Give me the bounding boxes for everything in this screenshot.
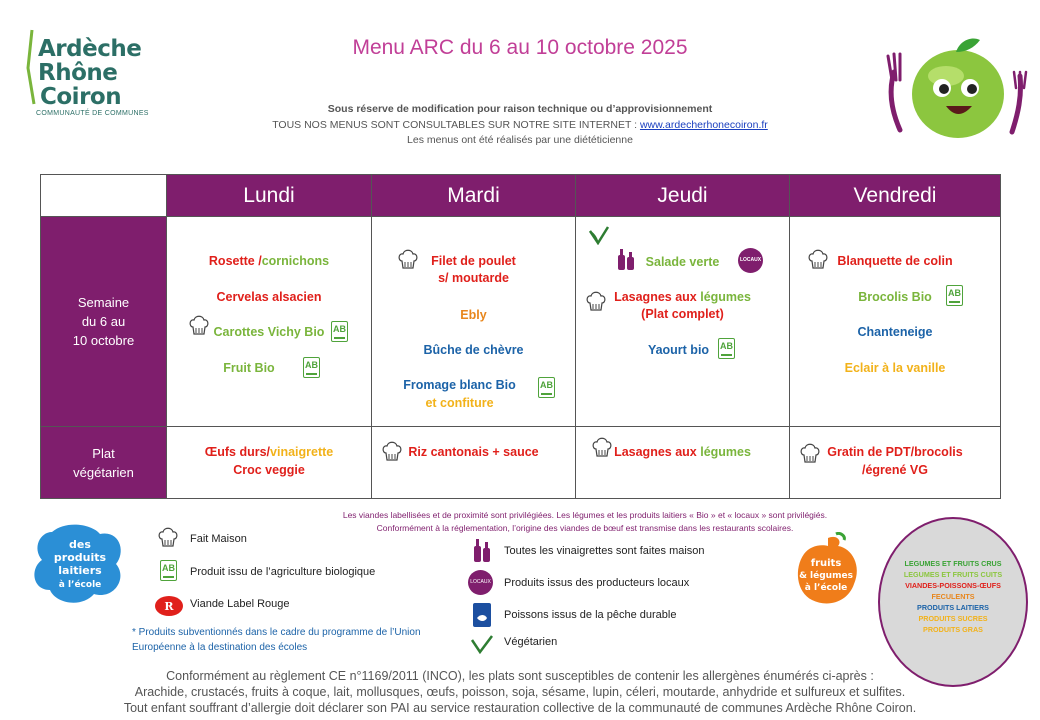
menu-item: Lasagnes aux légumes [614,445,751,459]
corner-cell [41,175,167,217]
legend-fait-maison: Fait Maison [190,533,247,545]
vegetarian-check-icon [470,634,494,654]
food-families-legend [878,517,1028,687]
svg-text:à l’école: à l’école [58,580,102,590]
menu-item: Rosette /cornichons [208,254,330,268]
menu-item: Œufs durs/vinaigrette [204,445,334,459]
mardi-menu-cell [372,217,576,427]
menu-item: s/ moutarde [438,271,509,285]
menu-item: Cervelas alsacien [216,290,322,304]
menu-item: Fromage blanc Bio [403,378,516,392]
menu-item: Blanquette de colin [837,254,953,268]
allergen-line-3: Tout enfant souffrant d’allergie doit déclarer son PAI au service restauration collective de la communauté de communes Ardèche Rhône Coiron. [123,701,917,715]
logo-line-2: Rhône [38,60,118,86]
legend-vegetarian: Végétarien [504,636,558,648]
bio-label-icon: AB [718,338,735,359]
menu-item: Filet de poulet [431,254,516,268]
row-label-vegetarian: Plat végétarien [41,427,167,499]
family-cuits: LEGUMES ET FRUITS CUITS [903,570,1003,579]
family-starches: FECULENTS [931,592,975,601]
sustainable-fish-icon [472,602,492,628]
menu-table [40,174,1001,499]
day-header-vendredi: Vendredi [790,175,1001,217]
day-header-mardi: Mardi [372,175,576,217]
menu-item: Lasagnes aux légumes [614,290,751,304]
svg-text:à l’école: à l’école [804,583,848,593]
local-producer-icon: LOCAUX [468,570,493,595]
allergen-line-1: Conformément au règlement CE n°1169/2011 (INCO), les plats sont susceptibles de contenir les allergènes énumérés ci-après : [166,669,874,683]
menu-item: Riz cantonais + sauce [408,445,539,459]
vendredi-vegetarian-cell [790,427,1001,499]
dairy-school-badge-icon [30,518,130,608]
family-fats: PRODUITS GRAS [923,625,983,634]
menu-item: Croc veggie [233,463,305,477]
dietitian-line: Les menus ont été réalisés par une diététicienne [407,134,633,146]
menu-item: Ebly [460,308,487,322]
menu-item: Gratin de PDT/brocolis [827,445,963,459]
family-dairy: PRODUITS LAITIERS [917,603,989,612]
day-header-lundi: Lundi [167,175,372,217]
menu-item: Yaourt bio [647,343,710,357]
family-crus: LEGUMES ET FRUITS CRUS [904,559,1002,568]
svg-text:laitiers: laitiers [58,564,102,577]
day-header-jeudi: Jeudi [576,175,790,217]
jeudi-vegetarian-cell [576,427,790,499]
mardi-vegetarian-cell [372,427,576,499]
bio-label-icon: AB [303,357,320,378]
vinaigrette-bottles-icon [472,537,492,563]
legend-subsidized: * Produits subventionnés dans le cadre du programme de l’Union Européenne à la destination des écoles [132,627,421,653]
lundi-vegetarian-cell [167,427,372,499]
bio-label-icon: AB [946,285,963,306]
menu-item: Salade verte [645,255,720,269]
menu-item: et confiture [425,396,494,410]
bio-label-icon: AB [331,321,348,342]
vendredi-menu-cell [790,217,1001,427]
menu-item: Eclair à la vanille [844,361,946,375]
apple-mascot-icon [880,32,1030,142]
svg-text:fruits: fruits [810,558,842,569]
bio-label-icon: AB [160,560,177,581]
jeudi-menu-cell [576,217,790,427]
website-line: TOUS NOS MENUS SONT CONSULTABLES SUR NOTRE SITE INTERNET : www.ardecherhonecoiron.fr [272,119,768,131]
website-link[interactable]: www.ardecherhonecoiron.fr [639,119,768,131]
menu-item: Chanteneige [857,325,933,339]
svg-text:& légumes: & légumes [799,571,853,581]
note-line-2: Conformément à la réglementation, l’origine des viandes de bœuf est transmise dans les restaurants scolaires. [376,523,794,533]
bio-label-icon: AB [538,377,555,398]
menu-item: /égrené VG [862,463,928,477]
legend-bio: Produit issu de l’agriculture biologique [190,566,376,578]
menu-item: (Plat complet) [641,307,724,321]
family-proteins: VIANDES-POISSONS-ŒUFS [905,581,1001,590]
svg-text:des: des [69,538,91,551]
allergen-line-2: Arachide, crustacés, fruits à coque, lait, mollusques, œufs, poisson, soja, sésame, lupin, céleri, moutarde, anhydride et sulfureux et sulfites. [134,685,906,699]
local-producer-icon: LOCAUX [738,248,763,273]
svg-text:produits: produits [53,551,107,564]
menu-item: Bûche de chèvre [423,343,524,357]
menu-item: Carottes Vichy Bio [213,325,325,339]
note-line-1: Les viandes labellisées et de proximité sont privilégiées. Les légumes et les produits laitiers « Bio » et « locaux » sont privilégiés. [342,510,828,520]
family-sugars: PRODUITS SUCRES [918,614,988,623]
fruits-vegetables-school-badge-icon [792,532,862,608]
label-rouge-icon [154,595,184,617]
logo-line-3: Coiron [40,84,122,110]
menu-item: Fruit Bio [223,361,275,375]
disclaimer-line: Sous réserve de modification pour raison technique ou d’approvisionnement [327,103,713,115]
row-label-week: Semaine du 6 au 10 octobre [41,217,167,427]
vegetarian-check-icon [588,225,610,245]
logo-tagline: COMMUNAUTÉ DE COMMUNES [36,110,149,117]
page-title: Menu ARC du 6 au 10 octobre 2025 [352,36,688,59]
legend-local: Produits issus des producteurs locaux [504,577,690,589]
legend-label-rouge: Viande Label Rouge [190,598,290,610]
menu-item: Brocolis Bio [858,290,932,304]
chef-hat-icon [158,527,178,549]
legend-fish: Poissons issus de la pêche durable [504,609,677,621]
svg-text:R: R [164,600,174,613]
logo-line-1: Ardèche [38,36,142,62]
lundi-menu-cell [167,217,372,427]
legend-vinaigrettes: Toutes les vinaigrettes sont faites maison [504,545,705,557]
